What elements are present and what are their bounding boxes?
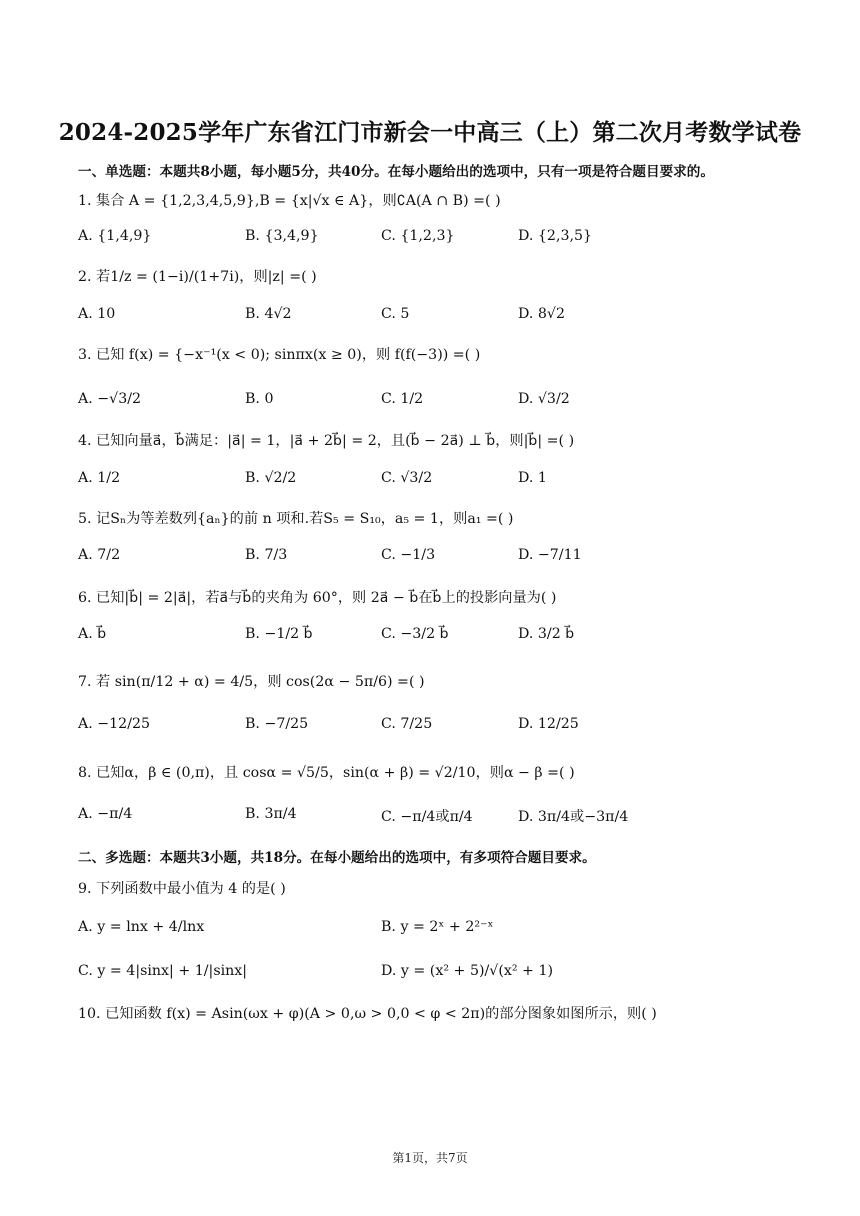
question-1: 1. 集合 A = {1,2,3,4,5,9},B = {x|√x ∈ A}，则∁A(A ∩ B) =( )	[78, 193, 501, 209]
q8-option-b: B. 3π/4	[245, 806, 297, 822]
q1-option-b: B. {3,4,9}	[245, 228, 319, 244]
question-8: 8. 已知α，β ∈ (0,π)，且 cosα = √5/5，sin(α + β) = √2/10，则α − β =( )	[78, 765, 575, 781]
q4-option-b: B. √2/2	[245, 470, 297, 486]
q1-option-c: C. {1,2,3}	[381, 228, 455, 244]
q7-option-a: A. −12/25	[78, 716, 151, 732]
q4-option-c: C. √3/2	[381, 470, 433, 486]
q6-option-c: C. −3/2 b⃗	[381, 626, 449, 642]
q7-option-d: D. 12/25	[518, 716, 579, 732]
section-single-choice-header: 一、单选题：本题共8小题，每小题5分，共40分。在每小题给出的选项中，只有一项是符合题目要求的。	[78, 164, 714, 180]
page-footer: 第1页，共7页	[392, 1151, 468, 1165]
q8-option-a: A. −π/4	[78, 806, 133, 822]
q5-option-c: C. −1/3	[381, 547, 436, 563]
q9-option-a: A. y = lnx + 4/lnx	[78, 919, 205, 935]
q1-option-a: A. {1,4,9}	[78, 228, 152, 244]
question-3: 3. 已知 f(x) = {−x⁻¹(x < 0); sinπx(x ≥ 0)，则 f(f(−3)) =( )	[78, 347, 481, 363]
q2-option-c: C. 5	[381, 306, 410, 322]
q3-option-c: C. 1/2	[381, 391, 424, 407]
q2-option-b: B. 4√2	[245, 306, 292, 322]
q2-option-a: A. 10	[78, 306, 116, 322]
q5-option-a: A. 7/2	[78, 547, 121, 563]
section-multiple-choice-header: 二、多选题：本题共3小题，共18分。在每小题给出的选项中，有多项符合题目要求。	[78, 850, 596, 866]
q6-option-d: D. 3/2 b⃗	[518, 626, 575, 642]
q4-option-d: D. 1	[518, 470, 547, 486]
q9-option-c: C. y = 4|sinx| + 1/|sinx|	[78, 963, 248, 979]
q8-option-c: C. −π/4或π/4	[381, 809, 473, 825]
q9-option-d: D. y = (x² + 5)/√(x² + 1)	[381, 963, 554, 979]
question-4: 4. 已知向量a⃗，b⃗满足：|a⃗| = 1，|a⃗ + 2b⃗| = 2，且(b⃗ − 2a⃗) ⊥ b⃗，则|b⃗| =( )	[78, 433, 575, 449]
question-10: 10. 已知函数 f(x) = Asin(ωx + φ)(A > 0,ω > 0,0 < φ < 2π)的部分图象如图所示，则( )	[78, 1006, 657, 1022]
question-9: 9. 下列函数中最小值为 4 的是( )	[78, 881, 286, 897]
q5-option-d: D. −7/11	[518, 547, 582, 563]
q4-option-a: A. 1/2	[78, 470, 121, 486]
q7-option-c: C. 7/25	[381, 716, 433, 732]
q1-option-d: D. {2,3,5}	[518, 228, 593, 244]
question-5: 5. 记Sₙ为等差数列{aₙ}的前 n 项和.若S₅ = S₁₀，a₅ = 1，则a₁ =( )	[78, 511, 514, 527]
question-2: 2. 若1/z = (1−i)/(1+7i)，则|z| =( )	[78, 269, 317, 285]
question-7: 7. 若 sin(π/12 + α) = 4/5，则 cos(2α − 5π/6) =( )	[78, 674, 425, 690]
q3-option-b: B. 0	[245, 391, 274, 407]
q7-option-b: B. −7/25	[245, 716, 309, 732]
q5-option-b: B. 7/3	[245, 547, 288, 563]
q6-option-a: A. b⃗	[78, 626, 107, 642]
q6-option-b: B. −1/2 b⃗	[245, 626, 313, 642]
q8-option-d: D. 3π/4或−3π/4	[518, 809, 629, 825]
q3-option-a: A. −√3/2	[78, 391, 142, 407]
q2-option-d: D. 8√2	[518, 306, 565, 322]
q9-option-b: B. y = 2ˣ + 2²⁻ˣ	[381, 919, 494, 935]
q3-option-d: D. √3/2	[518, 391, 570, 407]
question-6: 6. 已知|b⃗| = 2|a⃗|，若a⃗与b⃗的夹角为 60°，则 2a⃗ − b⃗在b⃗上的投影向量为( )	[78, 590, 557, 606]
exam-title: 2024-2025学年广东省江门市新会一中高三（上）第二次月考数学试卷	[58, 119, 802, 146]
